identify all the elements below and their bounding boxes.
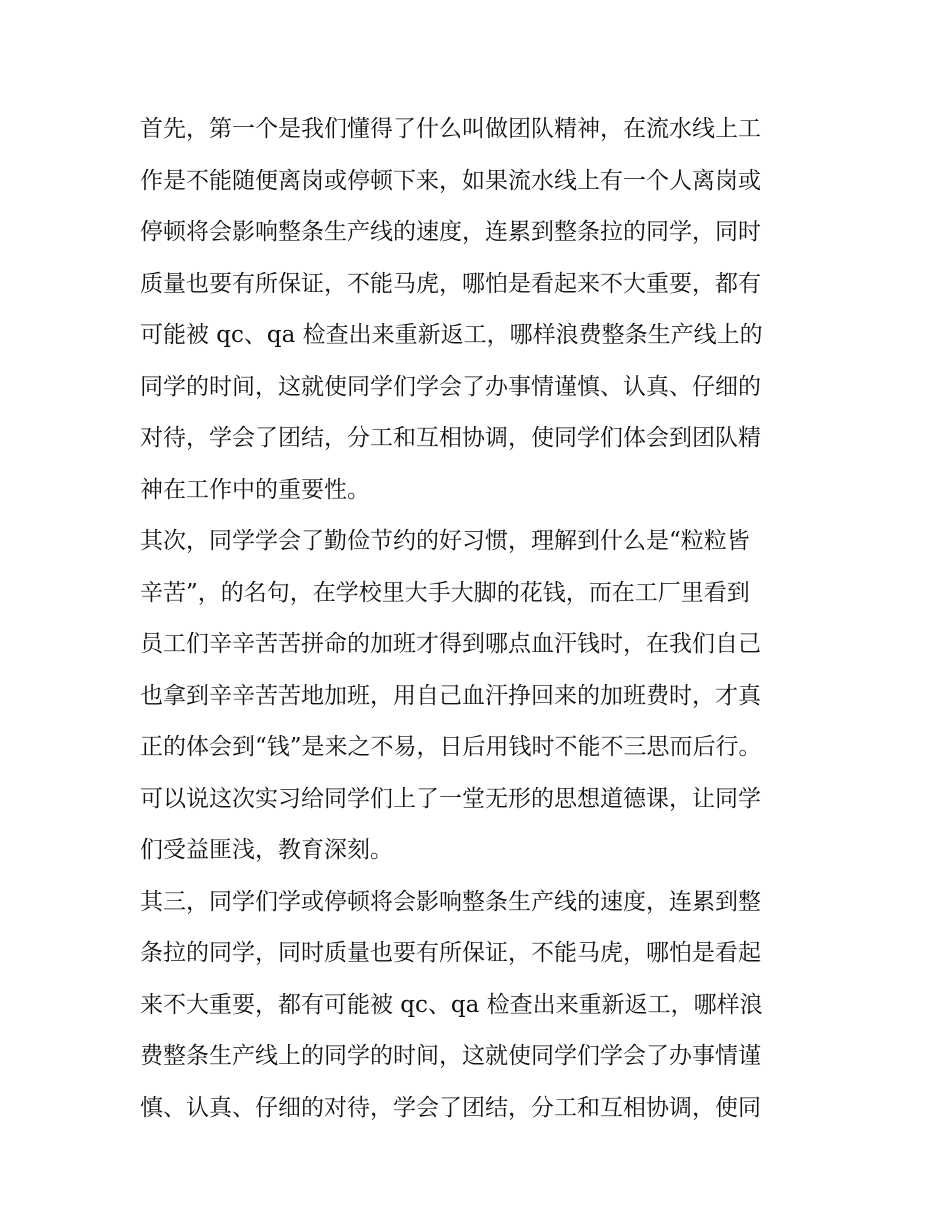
text-line-13: 正的体会到“钱”是来之不易，日后用钱时不能不三思而后行。 [140, 734, 762, 760]
text-line-2: 作是不能随便离岗或停顿下来，如果流水线上有一个人离岗或 [140, 167, 761, 194]
text-line-11: 员工们辛辛苦苦拼命的加班才得到哪点血汗钱时，在我们自己 [140, 631, 761, 657]
text-line-19: 费整条生产线上的同学的时间，这就使同学们学会了办事情谨 [140, 1043, 761, 1069]
text-line-17: 条拉的同学，同时质量也要有所保证，不能马虎，哪怕是看起 [140, 940, 761, 966]
text-line-8: 神在工作中的重要性。 [140, 476, 370, 503]
body-text [140, 104, 820, 1134]
text-line-14: 可以说这次实习给同学们上了一堂无形的思想道德课，让同学 [140, 785, 761, 812]
text-line-7: 对待，学会了团结，分工和互相协调，使同学们体会到团队精 [140, 425, 761, 451]
text-line-10: 辛苦”，的名句，在学校里大手大脚的花钱，而在工厂里看到 [140, 579, 750, 606]
text-line-9: 其次，同学学会了勤俭节约的好习惯，理解到什么是“粒粒皆 [140, 528, 750, 554]
text-line-5: 可能被 qc、qa 检查出来重新返工，哪样浪费整条生产线上的 [140, 322, 763, 348]
text-line-20: 慎、认真、仔细的对待，学会了团结，分工和互相协调，使同 [140, 1094, 761, 1121]
text-line-6: 同学的时间，这就使同学们学会了办事情谨慎、认真、仔细的 [140, 373, 761, 400]
text-line-16: 其三，同学们学或停顿将会影响整条生产线的速度，连累到整 [140, 888, 761, 915]
text-line-4: 质量也要有所保证，不能马虎，哪怕是看起来不大重要，都有 [140, 270, 761, 297]
text-line-18: 来不大重要，都有可能被 qc、qa 检查出来重新返工，哪样浪 [140, 991, 763, 1018]
text-line-1: 首先，第一个是我们懂得了什么叫做团队精神，在流水线上工 [140, 116, 761, 142]
text-line-3: 停顿将会影响整条生产线的速度，连累到整条拉的同学，同时 [140, 219, 761, 245]
text-line-12: 也拿到辛辛苦苦地加班，用自己血汗挣回来的加班费时，才真 [140, 682, 761, 709]
text-line-15: 们受益匪浅，教育深刻。 [140, 837, 393, 863]
